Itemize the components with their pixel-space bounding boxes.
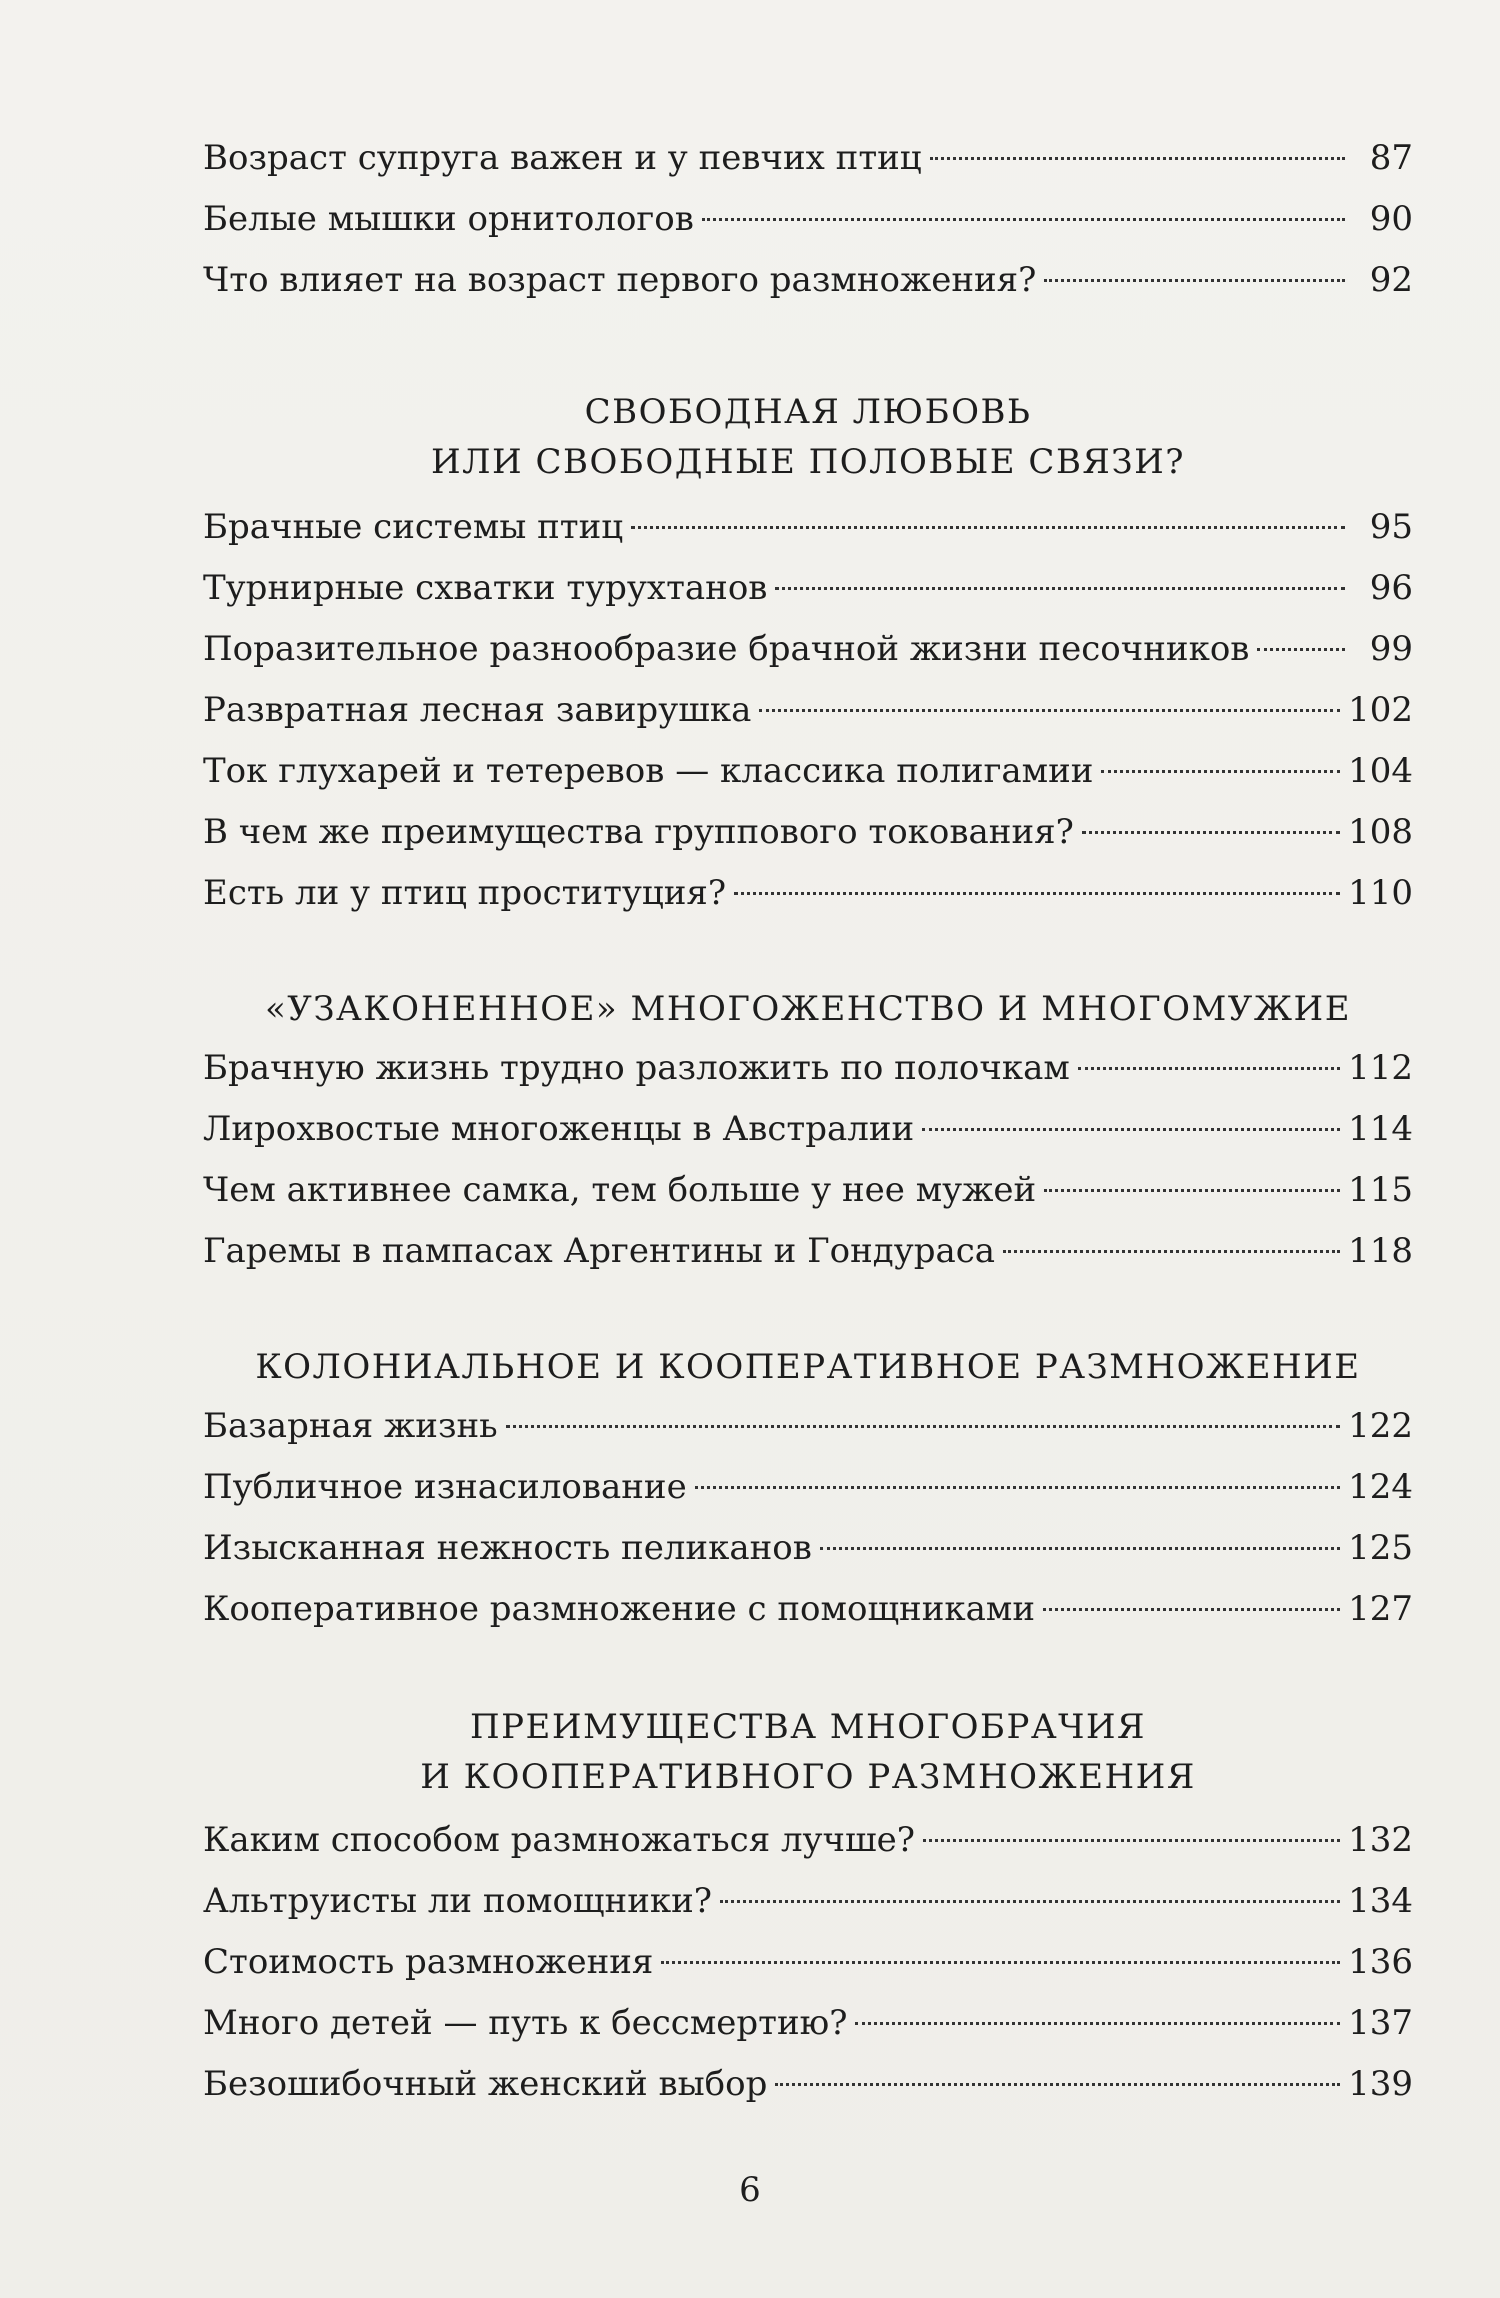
- toc-entry-title: Брачную жизнь трудно разложить по полочкам: [203, 1048, 1070, 1088]
- dot-leader: [855, 2022, 1340, 2025]
- section-heading: [203, 1702, 1413, 1802]
- toc-entry[interactable]: [203, 1099, 1413, 1160]
- toc-section: [203, 1342, 1413, 1640]
- toc-entry-title: Турнирные схватки турухтанов: [203, 568, 768, 608]
- section-heading: [203, 387, 1413, 487]
- toc-entry-title: Чем активнее самка, тем больше у нее мужей: [203, 1170, 1037, 1210]
- toc-entry-title: Что влияет на возраст первого размножения?: [203, 260, 1037, 300]
- toc-entry-page: 99: [1369, 629, 1413, 669]
- toc-entry-page: 115: [1348, 1170, 1413, 1210]
- toc-entry[interactable]: [203, 1871, 1413, 1932]
- toc-entry-page: 114: [1348, 1109, 1413, 1149]
- section-heading-line: И КООПЕРАТИВНОГО РАЗМНОЖЕНИЯ: [420, 1757, 1196, 1797]
- toc-entry-title: Брачные системы птиц: [203, 507, 624, 547]
- toc-entry-page: 102: [1348, 690, 1413, 730]
- toc-entry-title: Альтруисты ли помощники?: [203, 1881, 713, 1921]
- toc-entry[interactable]: [203, 741, 1413, 802]
- toc-entry-page: 122: [1348, 1406, 1413, 1446]
- toc-entry[interactable]: [203, 250, 1413, 311]
- toc-entry-title: Поразительное разнообразие брачной жизни песочников: [203, 629, 1250, 669]
- toc-entry-title: Гаремы в пампасах Аргентины и Гондураса: [203, 1231, 996, 1271]
- toc-entry-title: Есть ли у птиц проституция?: [203, 873, 727, 913]
- toc-entry-page: 108: [1348, 812, 1413, 852]
- toc-entry[interactable]: [203, 1932, 1413, 1993]
- toc-entry-page: 90: [1369, 199, 1413, 239]
- toc-entry[interactable]: [203, 1518, 1413, 1579]
- toc-entry-title: Возраст супруга важен и у певчих птиц: [203, 138, 922, 178]
- toc-entry-page: 95: [1369, 507, 1413, 547]
- dot-leader: [695, 1486, 1340, 1489]
- toc-group: [203, 128, 1413, 311]
- dot-leader: [775, 587, 1345, 590]
- section-heading-line: КОЛОНИАЛЬНОЕ И КООПЕРАТИВНОЕ РАЗМНОЖЕНИЕ: [255, 1347, 1361, 1387]
- section-heading-line: ИЛИ СВОБОДНЫЕ ПОЛОВЫЕ СВЯЗИ?: [431, 442, 1185, 482]
- toc-entry-title: Публичное изнасилование: [203, 1467, 687, 1507]
- section-heading: [203, 984, 1413, 1034]
- toc-entry[interactable]: [203, 2054, 1413, 2115]
- dot-leader: [923, 1839, 1340, 1842]
- dot-leader: [1082, 831, 1340, 834]
- dot-leader: [734, 892, 1340, 895]
- toc-entry[interactable]: [203, 1038, 1413, 1099]
- toc-entry-title: Стоимость размножения: [203, 1942, 654, 1982]
- toc-entry-page: 96: [1369, 568, 1413, 608]
- dot-leader: [1044, 279, 1345, 282]
- toc-entry-title: Изысканная нежность пеликанов: [203, 1528, 812, 1568]
- dot-leader: [759, 709, 1340, 712]
- dot-leader: [702, 218, 1345, 221]
- toc-entry[interactable]: [203, 680, 1413, 741]
- toc-entry-page: 124: [1348, 1467, 1413, 1507]
- toc-section: [203, 387, 1413, 924]
- dot-leader: [922, 1128, 1340, 1131]
- toc-entry-title: В чем же преимущества группового токования?: [203, 812, 1074, 852]
- toc-entry-title: Кооперативное размножение с помощниками: [203, 1589, 1036, 1629]
- toc-entry-page: 110: [1348, 873, 1413, 913]
- table-of-contents: [203, 128, 1413, 2115]
- dot-leader: [930, 157, 1345, 160]
- toc-entry[interactable]: [203, 1993, 1413, 2054]
- toc-entry-page: 92: [1369, 260, 1413, 300]
- toc-entry[interactable]: [203, 1457, 1413, 1518]
- section-heading-line: ПРЕИМУЩЕСТВА МНОГОБРАЧИЯ: [470, 1707, 1146, 1747]
- toc-entry[interactable]: [203, 1221, 1413, 1282]
- toc-entry-page: 132: [1348, 1820, 1413, 1860]
- toc-entry-title: Каким способом размножаться лучше?: [203, 1820, 915, 1860]
- toc-entry-page: 134: [1348, 1881, 1413, 1921]
- toc-section: [203, 984, 1413, 1282]
- dot-leader: [720, 1900, 1340, 1903]
- section-heading: [203, 1342, 1413, 1392]
- toc-entry-page: 87: [1369, 138, 1413, 178]
- toc-entry[interactable]: [203, 802, 1413, 863]
- dot-leader: [1101, 770, 1340, 773]
- toc-entry-title: Много детей — путь к бессмертию?: [203, 2003, 848, 2043]
- toc-entry-title: Лирохвостые многоженцы в Австралии: [203, 1109, 915, 1149]
- toc-entry[interactable]: [203, 1396, 1413, 1457]
- toc-entry-page: 104: [1348, 751, 1413, 791]
- dot-leader: [661, 1961, 1340, 1964]
- toc-section: [203, 1702, 1413, 2115]
- section-heading-line: СВОБОДНАЯ ЛЮБОВЬ: [584, 392, 1032, 432]
- toc-entry[interactable]: [203, 1579, 1413, 1640]
- dot-leader: [506, 1425, 1340, 1428]
- dot-leader: [1003, 1250, 1340, 1253]
- section-heading-line: «УЗАКОНЕННОЕ» МНОГОЖЕНСТВО И МНОГОМУЖИЕ: [264, 989, 1352, 1029]
- toc-entry-page: 137: [1348, 2003, 1413, 2043]
- toc-entry-page: 139: [1348, 2064, 1413, 2104]
- dot-leader: [1078, 1067, 1340, 1070]
- toc-entry-title: Ток глухарей и тетеревов — классика полигамии: [203, 751, 1094, 791]
- toc-entry[interactable]: [203, 619, 1413, 680]
- toc-entry-title: Белые мышки орнитологов: [203, 199, 694, 239]
- toc-entry-title: Безошибочный женский выбор: [203, 2064, 768, 2104]
- dot-leader: [775, 2083, 1340, 2086]
- toc-entry-page: 125: [1348, 1528, 1413, 1568]
- toc-entry[interactable]: [203, 189, 1413, 250]
- toc-entry-page: 112: [1348, 1048, 1413, 1088]
- toc-entry[interactable]: [203, 1160, 1413, 1221]
- page-number: 6: [739, 2170, 761, 2210]
- toc-entry-page: 136: [1348, 1942, 1413, 1982]
- dot-leader: [1257, 648, 1345, 651]
- toc-entry[interactable]: [203, 497, 1413, 558]
- toc-entry[interactable]: [203, 558, 1413, 619]
- dot-leader: [820, 1547, 1340, 1550]
- toc-entry[interactable]: [203, 863, 1413, 924]
- toc-entry[interactable]: [203, 128, 1413, 189]
- dot-leader: [1043, 1608, 1340, 1611]
- dot-leader: [1044, 1189, 1340, 1192]
- toc-entry-title: Развратная лесная завирушка: [203, 690, 752, 730]
- toc-entry-page: 127: [1348, 1589, 1413, 1629]
- toc-entry-title: Базарная жизнь: [203, 1406, 498, 1446]
- toc-entry-page: 118: [1348, 1231, 1413, 1271]
- dot-leader: [631, 526, 1345, 529]
- toc-entry[interactable]: [203, 1810, 1413, 1871]
